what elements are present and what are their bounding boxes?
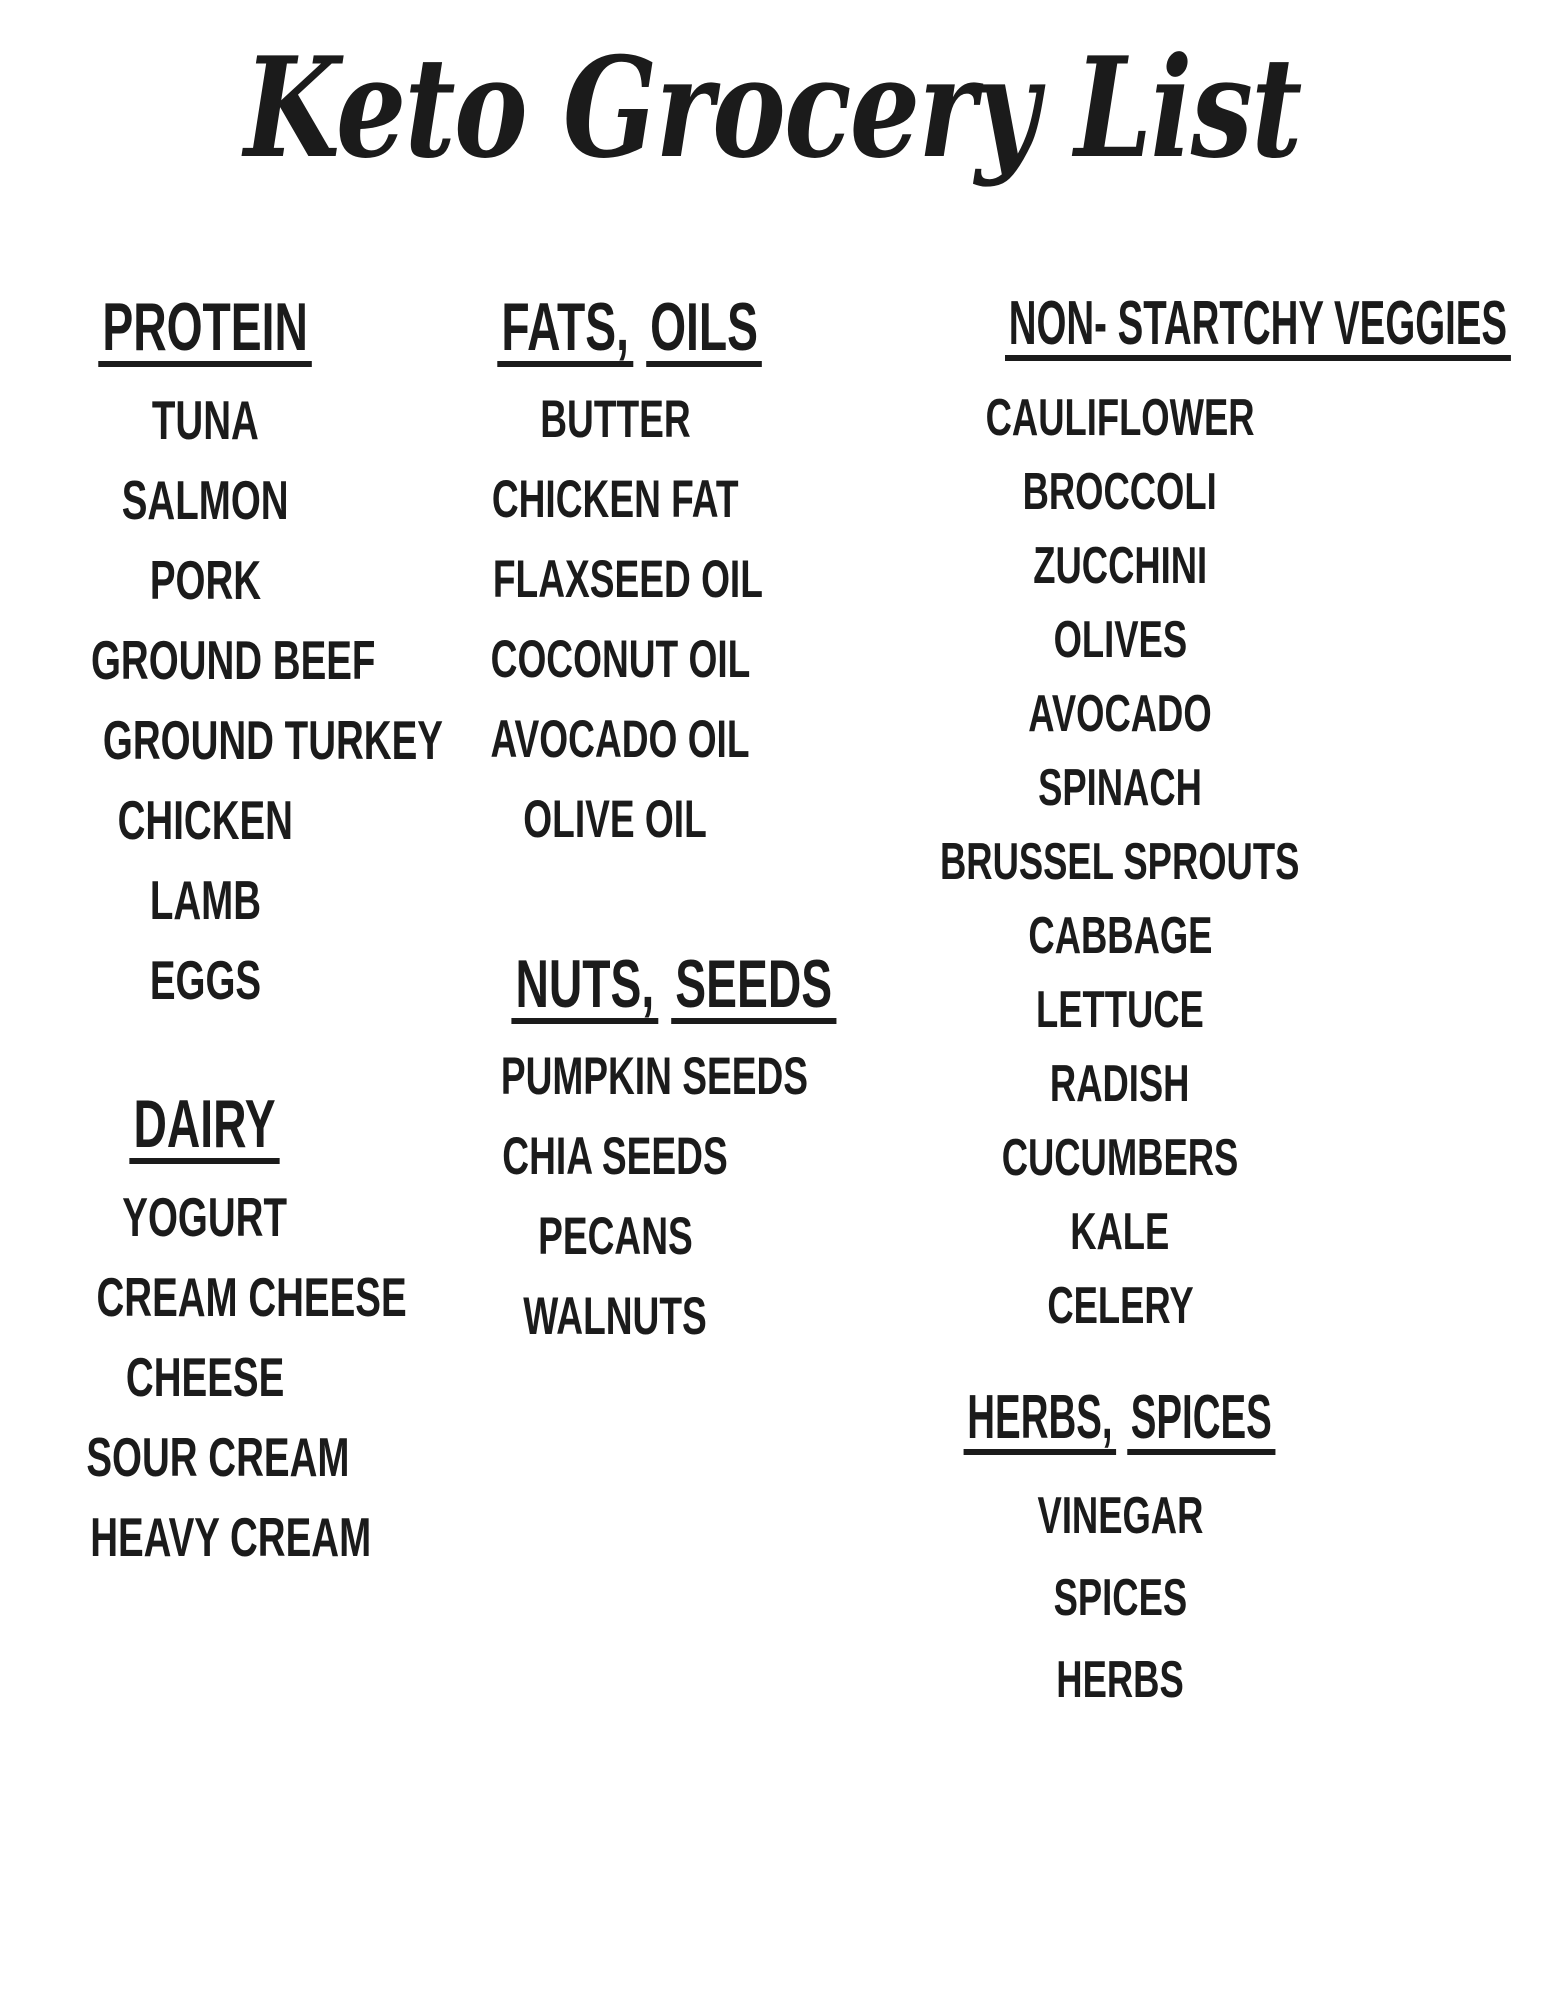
list-item-text: SOUR CREAM [86,1426,350,1488]
list-item [850,677,1390,751]
list-item-text: HEAVY CREAM [90,1506,372,1568]
list-item-text: FLAXSEED OIL [492,550,763,609]
list-item [30,1257,407,1337]
list-item-text: PUMPKIN SEEDS [500,1047,808,1106]
section-title-segment: FATS, [497,293,633,367]
list-item [850,1475,1390,1557]
section-title [435,946,833,1024]
list-item-text: HERBS [1056,1651,1184,1709]
list-item-text: EGGS [149,949,261,1011]
column-left [30,289,443,1721]
list-item [30,780,380,860]
list-item-text: TUNA [151,389,259,451]
section-herbs-spices [850,1383,1390,1721]
section-title-segment: NUTS, [511,950,658,1024]
list-item-text: YOGURT [122,1186,288,1248]
list-item-text: LETTUCE [1036,981,1204,1039]
list-item-text: CHICKEN FAT [491,470,739,529]
list-item [435,620,795,700]
section-items [30,380,443,1020]
list-item-text: ZUCCHINI [1033,537,1207,595]
list-item [435,1277,795,1357]
list-item [850,603,1390,677]
section-title-segment: HERBS, [964,1387,1117,1455]
list-item [30,860,380,940]
section-nuts-seeds [435,946,833,1357]
section-title-text [130,1086,280,1164]
list-item-text: OLIVE OIL [523,790,707,849]
section-items [850,381,1390,1343]
list-item-text: WALNUTS [523,1287,707,1346]
list-item-text: LAMB [149,869,261,931]
list-item-text: RADISH [1050,1055,1190,1113]
list-item-text: OLIVES [1053,611,1187,669]
section-title-segment: DAIRY [130,1090,280,1164]
list-item-text: SPINACH [1038,759,1202,817]
section-items [435,380,795,860]
list-item-text: CAULIFLOWER [985,389,1255,447]
section-title [435,289,795,367]
section-title-segment: SEEDS [671,950,836,1024]
list-item [435,380,795,460]
list-item-text: CABBAGE [1027,907,1213,965]
list-item [435,700,795,780]
list-item-text: SALMON [121,469,289,531]
list-item [850,825,1390,899]
list-item [850,899,1390,973]
list-item-text: PORK [149,549,261,611]
section-items [435,1037,808,1357]
list-item [850,1121,1390,1195]
section-items [30,1177,407,1577]
list-item [850,1557,1390,1639]
list-item-text: VINEGAR [1037,1487,1203,1545]
column-right [850,289,1508,1721]
list-item [850,455,1390,529]
section-fats-oils [435,289,795,860]
list-item-text: COCONUT OIL [490,630,751,689]
section-title [850,289,1508,361]
list-item-text: AVOCADO [1028,685,1212,743]
section-title [850,1383,1390,1455]
list-item-text: CREAM CHEESE [96,1266,407,1328]
list-item [435,1037,808,1117]
list-item-text: CUCUMBERS [1001,1129,1239,1187]
list-item [850,1047,1390,1121]
list-item-text: AVOCADO OIL [490,710,750,769]
page-title [0,28,1545,188]
column-middle [435,289,833,1721]
section-title-segment: PROTEIN [98,293,312,367]
list-item-text: BUTTER [539,390,691,449]
list-item [850,529,1390,603]
section-title [30,289,380,367]
list-item [30,1177,380,1257]
list-item-text: KALE [1070,1203,1170,1261]
section-title-segment: NON- STARTCHY VEGGIES [1005,293,1511,361]
list-item [30,940,380,1020]
list-item-text: SPICES [1053,1569,1187,1627]
section-dairy [30,1086,407,1577]
list-item [435,460,795,540]
list-item-text: BRUSSEL SPROUTS [940,833,1300,891]
list-item [30,540,380,620]
section-title-segment: SPICES [1127,1387,1275,1455]
section-title-text [511,946,836,1024]
list-item [30,1417,380,1497]
list-item-text: CHICKEN [117,789,293,851]
list-item [850,751,1390,825]
section-protein [30,289,443,1020]
list-item [850,1639,1390,1721]
section-title-text [1005,289,1511,361]
list-item-text: GROUND BEEF [90,629,376,691]
list-item [435,1117,795,1197]
section-title-text [964,1383,1276,1455]
list-item [30,460,380,540]
list-item [30,1497,380,1577]
list-item [30,700,443,780]
list-item [850,381,1390,455]
section-non-startchy-veggies [850,289,1508,1343]
list-item [30,380,380,460]
list-item-text: CHIA SEEDS [502,1127,728,1186]
list-item [435,540,795,620]
section-title-segment: OILS [646,293,762,367]
section-title [30,1086,380,1164]
section-items [850,1475,1390,1721]
list-item-text: GROUND TURKEY [102,709,443,771]
list-item-text: PECANS [537,1207,693,1266]
list-item [850,1269,1390,1343]
list-item [435,1197,795,1277]
list-item [30,620,380,700]
section-title-text [98,289,312,367]
list-item-text: CHEESE [125,1346,285,1408]
list-item-text: BROCCOLI [1022,463,1218,521]
list-item [850,1195,1390,1269]
list-item [30,1337,380,1417]
section-title-text [497,289,762,367]
list-item [435,780,795,860]
list-item-text: CELERY [1046,1277,1194,1335]
list-item [850,973,1390,1047]
page-title-text: Keto Grocery List [244,26,1301,189]
grocery-columns [0,289,1545,1721]
